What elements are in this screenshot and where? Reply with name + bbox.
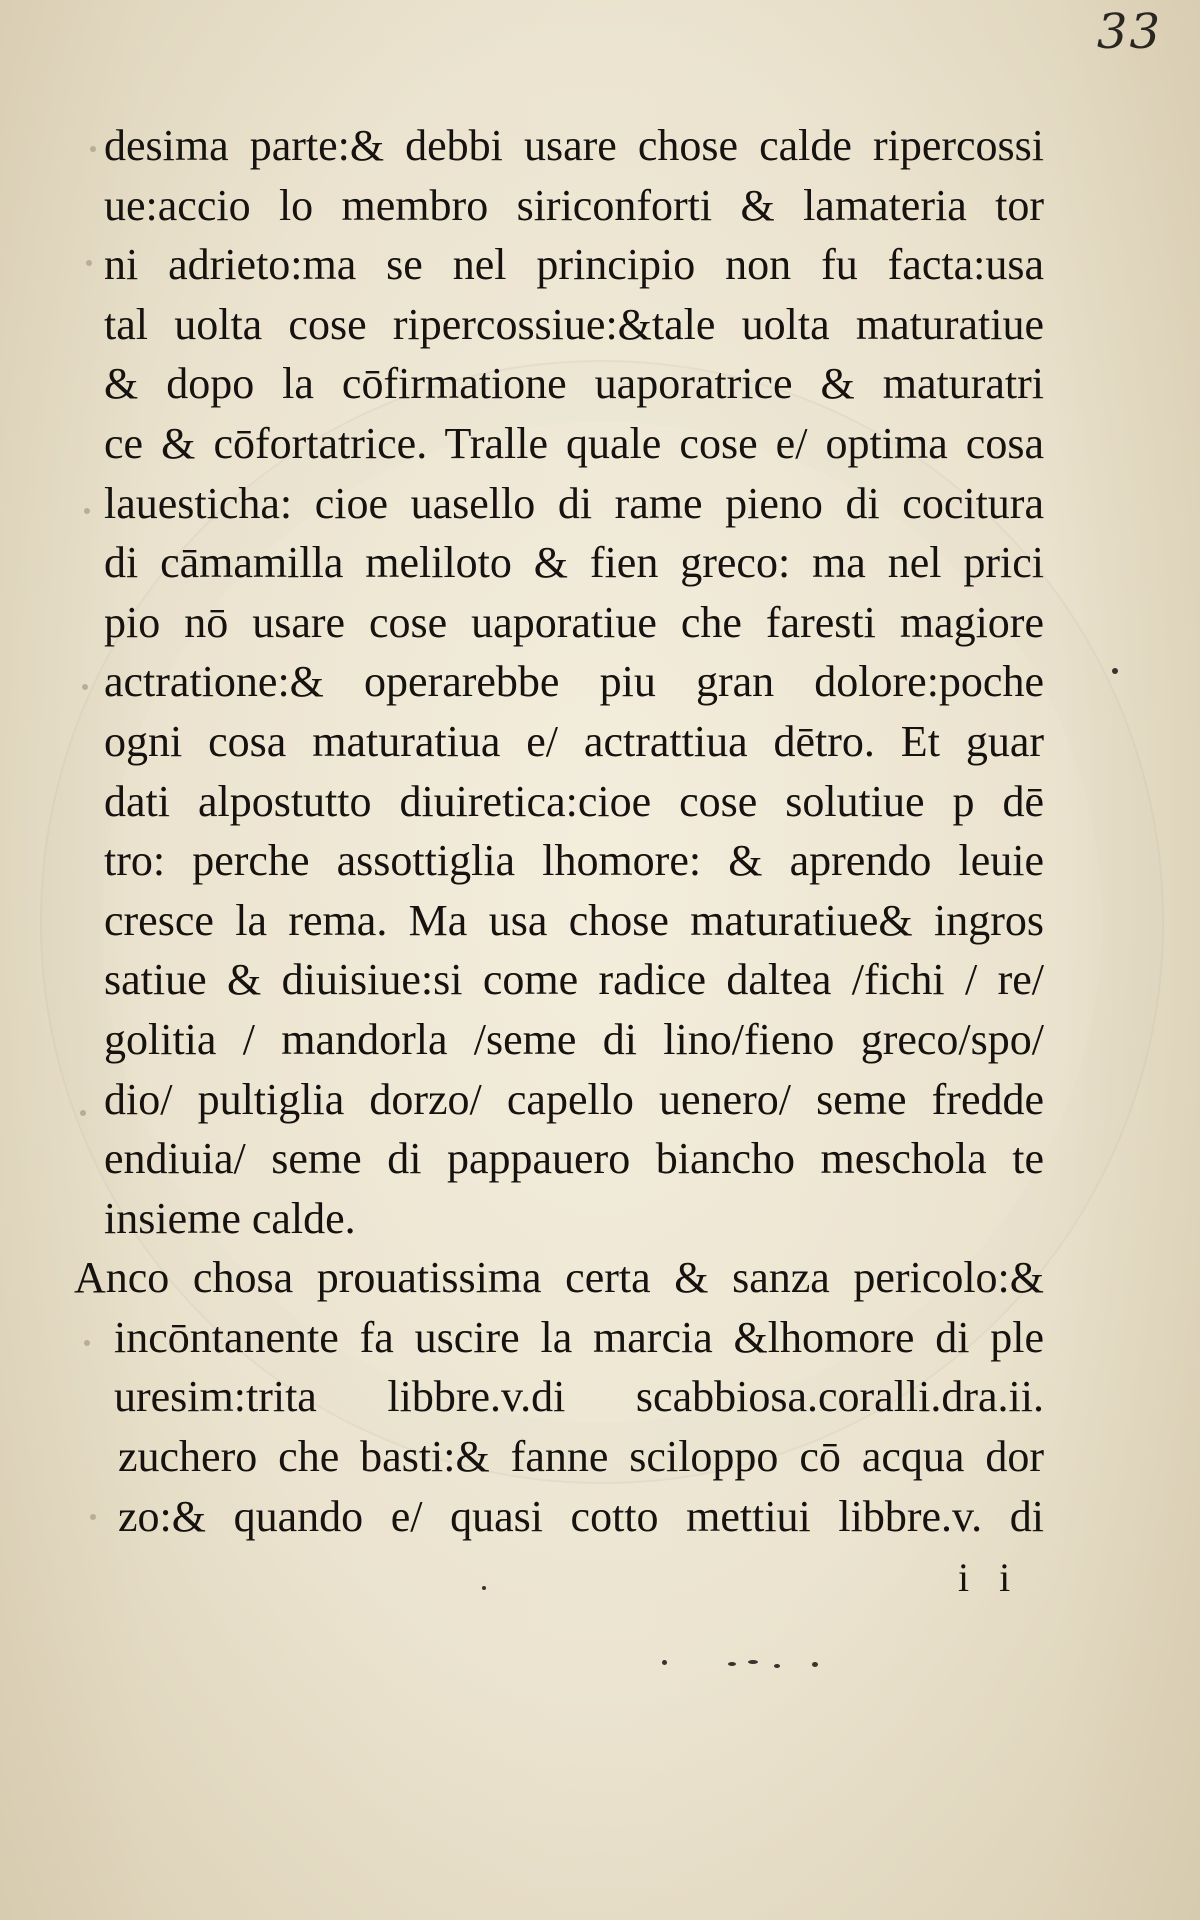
margin-mark [84,508,90,514]
text-line: ogni cosa maturatiua e/ actrattiua dētro. Et guar [104,716,1044,766]
margin-mark [80,1110,86,1116]
text-line: & dopo la cōfirmatione uaporatrice & maturatri [104,359,1044,409]
ink-speck [748,1660,758,1664]
margin-mark [86,260,92,266]
text-line: ue:accio lo membro siriconforti & lamateria tor [104,180,1044,230]
text-line: pio nō usare cose uaporatiue che faresti magiore [104,597,1044,647]
text-line: ce & cōfortatrice. Tralle quale cose e/ optima cosa [104,418,1044,468]
text-line: tal uolta cose ripercossiue:&tale uolta maturatiue [104,299,1044,349]
text-line: insieme calde. [104,1193,356,1243]
text-line: lauesticha: cioe uasello di rame pieno di cocitura [104,478,1044,528]
text-line: dio/ pultiglia dorzo/ capello uenero/ seme fredde [104,1074,1044,1124]
signature-mark: i i [958,1555,1021,1600]
ink-speck [662,1660,667,1665]
text-line: zuchero che basti:& fanne sciloppo cō acqua dor [118,1432,1044,1482]
ink-speck [482,1586,486,1590]
paragraph-1 [104,116,1044,1248]
text-line: uresim:trita libbre.v.di scabbiosa.coralli.dra.ii. [114,1372,1044,1422]
text-line: actratione:& operarebbe piu gran dolore:poche [104,657,1044,707]
text-line: Anco chosa prouatissima certa & sanza pericolo:& [74,1253,1044,1303]
text-line: zo:& quando e/ quasi cotto mettiui libbre.v. di [118,1491,1044,1541]
ink-speck [774,1664,780,1668]
margin-mark [90,1514,96,1520]
text-line: dati alpostutto diuiretica:cioe cose solutiue p dē [104,776,1044,826]
folio-number: 33 [1096,4,1162,60]
ink-speck [1112,668,1118,674]
text-line: ni adrieto:ma se nel principio non fu facta:usa [104,240,1044,290]
text-line: golitia / mandorla /seme di lino/fieno greco/spo/ [104,1014,1044,1064]
text-block [74,116,1044,1546]
text-line: desima parte:& debbi usare chose calde ripercossi [104,121,1044,170]
text-line: cresce la rema. Ma usa chose maturatiue& ingros [104,895,1044,945]
margin-mark [82,684,88,690]
margin-mark [90,146,96,152]
ink-speck [812,1662,818,1667]
text-line: endiuia/ seme di pappauero biancho meschola te [104,1134,1044,1184]
text-line: incōntanente fa uscire la marcia &lhomore di ple [114,1312,1044,1362]
ink-speck [728,1662,736,1666]
text-line: tro: perche assottiglia lhomore: & aprendo leuie [104,836,1044,886]
paragraph-2 [74,1248,1044,1546]
margin-mark [84,1340,90,1346]
text-line: di cāmamilla meliloto & fien greco: ma nel prici [104,538,1044,588]
text-line: satiue & diuisiue:si come radice daltea /fichi / re/ [104,955,1044,1005]
